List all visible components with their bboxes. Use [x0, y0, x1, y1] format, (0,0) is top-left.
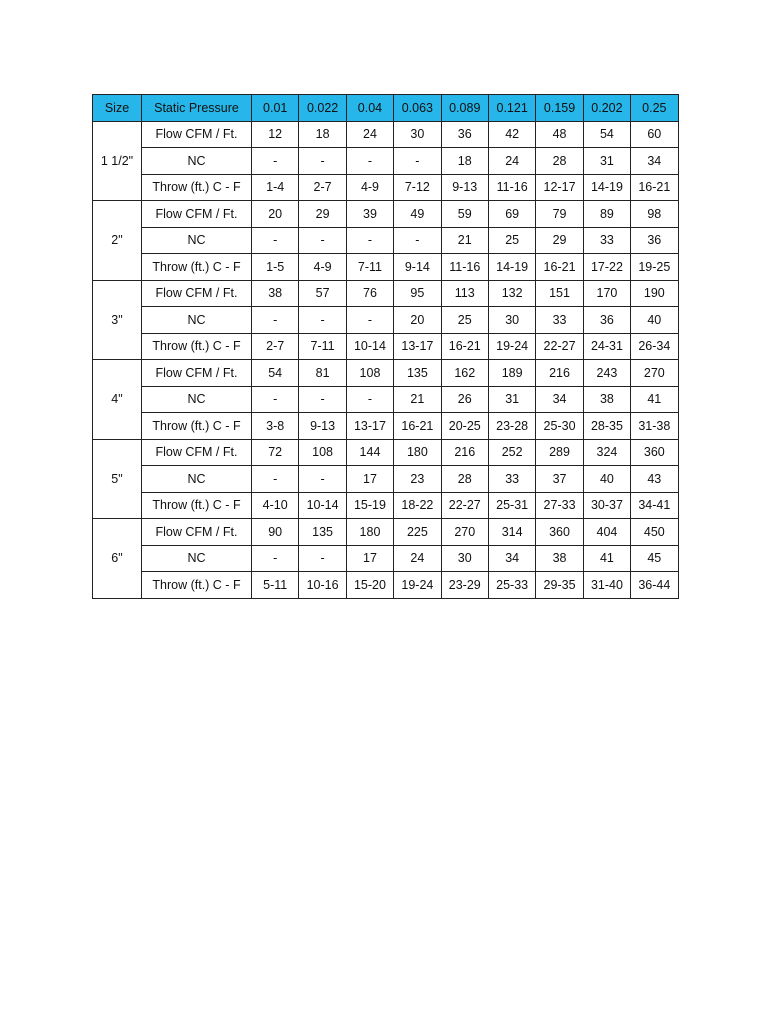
value-cell: 1-4: [252, 174, 299, 201]
value-cell: 48: [536, 121, 583, 148]
value-cell: 31: [488, 386, 535, 413]
value-cell: 9-13: [299, 413, 346, 440]
value-cell: 20: [252, 201, 299, 228]
table-row: [93, 121, 679, 148]
row-label-cell: NC: [142, 386, 252, 413]
value-cell: 54: [583, 121, 630, 148]
value-cell: 10-14: [299, 492, 346, 519]
table-row: [93, 148, 679, 175]
value-cell: 90: [252, 519, 299, 546]
value-cell: 360: [536, 519, 583, 546]
value-cell: 4-9: [299, 254, 346, 281]
row-label-cell: NC: [142, 307, 252, 334]
value-cell: 144: [346, 439, 393, 466]
value-cell: 108: [299, 439, 346, 466]
value-cell: 34: [631, 148, 678, 175]
row-label-cell: Flow CFM / Ft.: [142, 439, 252, 466]
value-cell: 22-27: [441, 492, 488, 519]
value-cell: 29-35: [536, 572, 583, 599]
value-cell: -: [252, 307, 299, 334]
value-cell: 2-7: [299, 174, 346, 201]
value-cell: 108: [346, 360, 393, 387]
value-cell: 113: [441, 280, 488, 307]
size-cell: 2": [93, 201, 142, 281]
pressure-header: 0.022: [299, 95, 346, 122]
value-cell: 98: [631, 201, 678, 228]
size-cell: 6": [93, 519, 142, 599]
row-label-cell: Flow CFM / Ft.: [142, 121, 252, 148]
row-label-cell: NC: [142, 466, 252, 493]
value-cell: 79: [536, 201, 583, 228]
value-cell: 28: [441, 466, 488, 493]
value-cell: 23: [394, 466, 441, 493]
value-cell: 18: [441, 148, 488, 175]
value-cell: 38: [583, 386, 630, 413]
value-cell: 41: [583, 545, 630, 572]
value-cell: 25-30: [536, 413, 583, 440]
row-label-cell: Flow CFM / Ft.: [142, 519, 252, 546]
value-cell: 17: [346, 466, 393, 493]
row-label-cell: Throw (ft.) C - F: [142, 174, 252, 201]
value-cell: 18-22: [394, 492, 441, 519]
value-cell: 1-5: [252, 254, 299, 281]
value-cell: 34: [536, 386, 583, 413]
value-cell: 42: [488, 121, 535, 148]
size-cell: 3": [93, 280, 142, 360]
value-cell: 135: [299, 519, 346, 546]
value-cell: 10-14: [346, 333, 393, 360]
table-row: [93, 386, 679, 413]
value-cell: 31: [583, 148, 630, 175]
value-cell: 7-12: [394, 174, 441, 201]
value-cell: 24-31: [583, 333, 630, 360]
value-cell: 33: [583, 227, 630, 254]
value-cell: 36: [441, 121, 488, 148]
value-cell: 132: [488, 280, 535, 307]
pressure-header: 0.121: [488, 95, 535, 122]
value-cell: 162: [441, 360, 488, 387]
value-cell: 21: [441, 227, 488, 254]
value-cell: 190: [631, 280, 678, 307]
table-row: [93, 572, 679, 599]
value-cell: 17: [346, 545, 393, 572]
table-row: [93, 519, 679, 546]
value-cell: 3-8: [252, 413, 299, 440]
pressure-header: 0.01: [252, 95, 299, 122]
value-cell: 36: [631, 227, 678, 254]
value-cell: 72: [252, 439, 299, 466]
pressure-header: 0.25: [631, 95, 678, 122]
value-cell: 270: [441, 519, 488, 546]
size-cell: 5": [93, 439, 142, 519]
value-cell: 25: [441, 307, 488, 334]
value-cell: 38: [252, 280, 299, 307]
value-cell: 16-21: [536, 254, 583, 281]
value-cell: 450: [631, 519, 678, 546]
value-cell: 243: [583, 360, 630, 387]
value-cell: 10-16: [299, 572, 346, 599]
value-cell: 30: [441, 545, 488, 572]
value-cell: 23-29: [441, 572, 488, 599]
value-cell: 216: [536, 360, 583, 387]
value-cell: 12-17: [536, 174, 583, 201]
table-row: [93, 360, 679, 387]
value-cell: -: [252, 148, 299, 175]
value-cell: 33: [536, 307, 583, 334]
table-row: [93, 333, 679, 360]
value-cell: 76: [346, 280, 393, 307]
value-cell: 31-40: [583, 572, 630, 599]
pressure-header: 0.04: [346, 95, 393, 122]
value-cell: 25-31: [488, 492, 535, 519]
value-cell: 7-11: [299, 333, 346, 360]
value-cell: 43: [631, 466, 678, 493]
value-cell: 20: [394, 307, 441, 334]
value-cell: 11-16: [441, 254, 488, 281]
value-cell: -: [252, 386, 299, 413]
value-cell: 404: [583, 519, 630, 546]
value-cell: 21: [394, 386, 441, 413]
value-cell: 60: [631, 121, 678, 148]
value-cell: 17-22: [583, 254, 630, 281]
value-cell: 69: [488, 201, 535, 228]
value-cell: -: [394, 148, 441, 175]
value-cell: 4-10: [252, 492, 299, 519]
value-cell: 26: [441, 386, 488, 413]
value-cell: 225: [394, 519, 441, 546]
value-cell: -: [346, 307, 393, 334]
value-cell: 38: [536, 545, 583, 572]
value-cell: 15-19: [346, 492, 393, 519]
value-cell: 5-11: [252, 572, 299, 599]
table-row: [93, 280, 679, 307]
value-cell: -: [299, 386, 346, 413]
value-cell: 36: [583, 307, 630, 334]
value-cell: 49: [394, 201, 441, 228]
pressure-header: 0.089: [441, 95, 488, 122]
value-cell: 36-44: [631, 572, 678, 599]
value-cell: 270: [631, 360, 678, 387]
value-cell: 12: [252, 121, 299, 148]
value-cell: -: [299, 307, 346, 334]
value-cell: 40: [631, 307, 678, 334]
value-cell: -: [299, 227, 346, 254]
value-cell: 324: [583, 439, 630, 466]
performance-table: [92, 94, 679, 599]
value-cell: 16-21: [631, 174, 678, 201]
table-row: [93, 492, 679, 519]
value-cell: 20-25: [441, 413, 488, 440]
pressure-header: 0.159: [536, 95, 583, 122]
value-cell: 31-38: [631, 413, 678, 440]
value-cell: 30: [488, 307, 535, 334]
value-cell: 16-21: [441, 333, 488, 360]
size-cell: 4": [93, 360, 142, 440]
value-cell: 135: [394, 360, 441, 387]
row-label-cell: Flow CFM / Ft.: [142, 201, 252, 228]
value-cell: 170: [583, 280, 630, 307]
value-cell: 25: [488, 227, 535, 254]
value-cell: 19-25: [631, 254, 678, 281]
value-cell: 24: [488, 148, 535, 175]
value-cell: 360: [631, 439, 678, 466]
value-cell: 216: [441, 439, 488, 466]
row-label-cell: NC: [142, 545, 252, 572]
pressure-header: 0.202: [583, 95, 630, 122]
value-cell: 39: [346, 201, 393, 228]
value-cell: 25-33: [488, 572, 535, 599]
value-cell: 14-19: [583, 174, 630, 201]
value-cell: 40: [583, 466, 630, 493]
value-cell: 37: [536, 466, 583, 493]
value-cell: 41: [631, 386, 678, 413]
value-cell: 57: [299, 280, 346, 307]
table-body: [93, 121, 679, 598]
header-row: [93, 95, 679, 122]
value-cell: 45: [631, 545, 678, 572]
row-label-cell: Throw (ft.) C - F: [142, 413, 252, 440]
value-cell: 29: [299, 201, 346, 228]
value-cell: -: [346, 227, 393, 254]
value-cell: 252: [488, 439, 535, 466]
value-cell: 180: [394, 439, 441, 466]
static-pressure-header: Static Pressure: [142, 95, 252, 122]
value-cell: 2-7: [252, 333, 299, 360]
value-cell: 11-16: [488, 174, 535, 201]
table-row: [93, 254, 679, 281]
value-cell: 189: [488, 360, 535, 387]
value-cell: 9-13: [441, 174, 488, 201]
value-cell: -: [252, 466, 299, 493]
value-cell: 7-11: [346, 254, 393, 281]
value-cell: 26-34: [631, 333, 678, 360]
value-cell: -: [299, 148, 346, 175]
table-row: [93, 439, 679, 466]
table-row: [93, 227, 679, 254]
value-cell: 16-21: [394, 413, 441, 440]
table-row: [93, 466, 679, 493]
row-label-cell: Flow CFM / Ft.: [142, 280, 252, 307]
value-cell: 13-17: [394, 333, 441, 360]
value-cell: 33: [488, 466, 535, 493]
value-cell: 27-33: [536, 492, 583, 519]
table-row: [93, 413, 679, 440]
table-row: [93, 307, 679, 334]
value-cell: 151: [536, 280, 583, 307]
value-cell: 18: [299, 121, 346, 148]
value-cell: 59: [441, 201, 488, 228]
value-cell: 13-17: [346, 413, 393, 440]
pressure-header: 0.063: [394, 95, 441, 122]
value-cell: -: [394, 227, 441, 254]
value-cell: 95: [394, 280, 441, 307]
value-cell: 34-41: [631, 492, 678, 519]
row-label-cell: NC: [142, 227, 252, 254]
value-cell: -: [299, 466, 346, 493]
value-cell: 28-35: [583, 413, 630, 440]
row-label-cell: Throw (ft.) C - F: [142, 572, 252, 599]
table-row: [93, 174, 679, 201]
size-cell: 1 1/2": [93, 121, 142, 201]
value-cell: -: [299, 545, 346, 572]
value-cell: 34: [488, 545, 535, 572]
value-cell: 19-24: [394, 572, 441, 599]
row-label-cell: NC: [142, 148, 252, 175]
value-cell: 15-20: [346, 572, 393, 599]
value-cell: 289: [536, 439, 583, 466]
value-cell: 24: [346, 121, 393, 148]
table-row: [93, 545, 679, 572]
row-label-cell: Throw (ft.) C - F: [142, 333, 252, 360]
value-cell: 24: [394, 545, 441, 572]
row-label-cell: Flow CFM / Ft.: [142, 360, 252, 387]
value-cell: 29: [536, 227, 583, 254]
value-cell: 19-24: [488, 333, 535, 360]
value-cell: 22-27: [536, 333, 583, 360]
value-cell: 28: [536, 148, 583, 175]
value-cell: 89: [583, 201, 630, 228]
value-cell: -: [346, 386, 393, 413]
value-cell: -: [252, 545, 299, 572]
row-label-cell: Throw (ft.) C - F: [142, 254, 252, 281]
value-cell: 14-19: [488, 254, 535, 281]
value-cell: -: [346, 148, 393, 175]
value-cell: 81: [299, 360, 346, 387]
value-cell: -: [252, 227, 299, 254]
size-header: Size: [93, 95, 142, 122]
value-cell: 9-14: [394, 254, 441, 281]
table-row: [93, 201, 679, 228]
value-cell: 180: [346, 519, 393, 546]
value-cell: 54: [252, 360, 299, 387]
table-header: [93, 95, 679, 122]
value-cell: 30: [394, 121, 441, 148]
value-cell: 30-37: [583, 492, 630, 519]
value-cell: 23-28: [488, 413, 535, 440]
value-cell: 314: [488, 519, 535, 546]
value-cell: 4-9: [346, 174, 393, 201]
row-label-cell: Throw (ft.) C - F: [142, 492, 252, 519]
